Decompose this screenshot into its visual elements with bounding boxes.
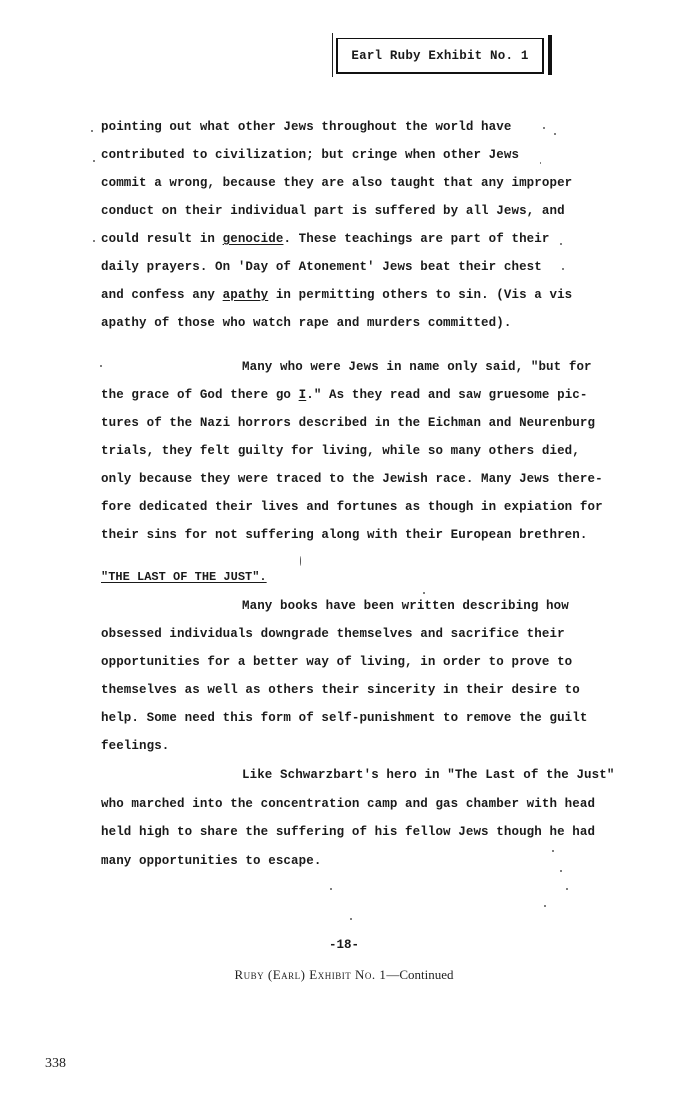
- paragraph-4-line-4: many opportunities to escape.: [101, 854, 322, 868]
- paragraph-2-line-5: only because they were traced to the Jewish race. Many Jews there-: [101, 472, 603, 486]
- paragraph-1-line-1: pointing out what other Jews throughout the world have: [101, 120, 512, 134]
- scan-speck: [93, 160, 95, 162]
- paragraph-2-line-3: tures of the Nazi horrors described in the Eichman and Neurenburg: [101, 416, 596, 430]
- exhibit-caption: [0, 967, 688, 983]
- paragraph-2-line-7: their sins for not suffering along with their European brethren.: [101, 528, 588, 542]
- scan-speck: [91, 130, 93, 132]
- line-text: and confess any: [101, 288, 223, 302]
- scan-speck: [543, 127, 545, 129]
- paragraph-1-line-8: apathy of those who watch rape and murders committed).: [101, 316, 512, 330]
- line-text: ." As they read and saw gruesome pic-: [306, 388, 588, 402]
- paragraph-1-line-4: conduct on their individual part is suffered by all Jews, and: [101, 204, 565, 218]
- paragraph-3-line-2: obsessed individuals downgrade themselves and sacrifice their: [101, 627, 565, 641]
- scan-speck: [560, 243, 562, 245]
- scan-speck: [566, 888, 568, 890]
- paragraph-2-line-6: fore dedicated their lives and fortunes as though in expiation for: [101, 500, 603, 514]
- folio-number: 338: [45, 1056, 66, 1071]
- paragraph-3-line-6: feelings.: [101, 739, 170, 753]
- paragraph-1-line-3: commit a wrong, because they are also taught that any improper: [101, 176, 573, 190]
- underlined-word-i: I: [298, 388, 307, 402]
- scan-speck: [330, 888, 332, 890]
- scan-speck: [93, 240, 95, 242]
- underlined-word-genocide: genocide: [222, 232, 284, 246]
- paragraph-2-line-4: trials, they felt guilty for living, while so many others died,: [101, 444, 580, 458]
- scan-speck: [554, 133, 556, 135]
- scan-speck: [300, 556, 301, 566]
- paragraph-1-line-2: contributed to civilization; but cringe when other Jews: [101, 148, 520, 162]
- page-number: -18-: [328, 938, 359, 952]
- paragraph-3-line-3: opportunities for a better way of living, in order to prove to: [101, 655, 573, 669]
- paragraph-3-line-4: themselves as well as others their sincerity in their desire to: [101, 683, 580, 697]
- scan-speck: [560, 870, 562, 872]
- scan-speck: [544, 905, 546, 907]
- caption-continued: —Continued: [386, 967, 454, 982]
- paragraph-3-line-1: Many books have been written describing how: [242, 599, 569, 613]
- line-text: could result in: [101, 232, 223, 246]
- paragraph-1-line-6: daily prayers. On 'Day of Atonement' Jews beat their chest: [101, 260, 542, 274]
- scan-speck: [562, 268, 564, 270]
- paragraph-1-line-7: [101, 288, 572, 302]
- paragraph-3-line-5: help. Some need this form of self-punishment to remove the guilt: [101, 711, 588, 725]
- paragraph-2-line-2: [101, 388, 588, 402]
- paragraph-4-line-1: Like Schwarzbart's hero in "The Last of the Just": [242, 768, 615, 782]
- caption-title: Ruby (Earl) Exhibit No. 1: [234, 967, 387, 982]
- line-text: the grace of God there go: [101, 388, 299, 402]
- section-heading: "THE LAST OF THE JUST".: [101, 570, 267, 584]
- paragraph-2-line-1: Many who were Jews in name only said, "but for: [242, 360, 592, 374]
- scan-speck: [350, 918, 352, 920]
- exhibit-label: Earl Ruby Exhibit No. 1: [351, 48, 529, 63]
- paragraph-4-line-2: who marched into the concentration camp and gas chamber with head: [101, 797, 596, 811]
- line-text: . These teachings are part of their: [283, 232, 550, 246]
- line-text: in permitting others to sin. (Vis a vis: [268, 288, 573, 302]
- scan-speck: [100, 365, 102, 367]
- exhibit-label-box: [336, 38, 544, 74]
- paragraph-1-line-5: [101, 232, 549, 246]
- paragraph-4-line-3: held high to share the suffering of his fellow Jews though he had: [101, 825, 596, 839]
- underlined-word-apathy: apathy: [222, 288, 269, 302]
- scan-speck: [540, 162, 541, 164]
- scan-speck: [423, 592, 425, 594]
- scan-speck: [552, 850, 554, 852]
